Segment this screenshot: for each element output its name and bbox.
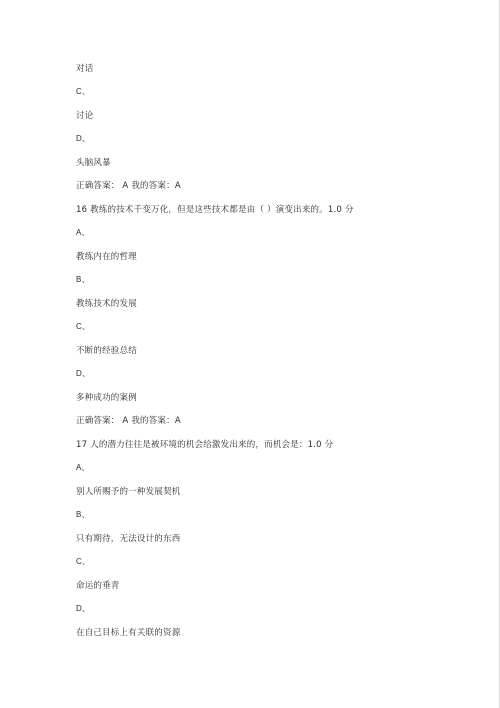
answer-line: 正确答案： A 我的答案：A bbox=[76, 181, 181, 191]
option-text: 只有期待，无法设计的东西 bbox=[76, 534, 181, 544]
answer-line: 正确答案： A 我的答案：A bbox=[76, 416, 181, 426]
option-text: 在自己目标上有关联的资源 bbox=[76, 628, 181, 638]
option-text: 多种成功的案例 bbox=[76, 393, 137, 403]
option-text: 对话 bbox=[76, 64, 94, 74]
option-letter: C、 bbox=[76, 322, 91, 331]
option-letter: B、 bbox=[76, 275, 90, 284]
question-text: 17 人的潜力往往是被环境的机会给激发出来的，而机会是：1.0 分 bbox=[76, 440, 334, 450]
option-letter: C、 bbox=[76, 87, 91, 96]
option-letter: C、 bbox=[76, 557, 91, 566]
option-text: 教练技术的发展 bbox=[76, 299, 137, 309]
option-text: 教练内在的哲理 bbox=[76, 252, 137, 262]
option-letter: B、 bbox=[76, 510, 90, 519]
option-text: 头脑风暴 bbox=[76, 158, 111, 168]
option-letter: D、 bbox=[76, 604, 91, 613]
option-letter: D、 bbox=[76, 134, 91, 143]
question-text: 16 教练的技术千变万化，但是这些技术都是由（ ）演变出来的。1.0 分 bbox=[76, 205, 354, 215]
option-text: 不断的经验总结 bbox=[76, 346, 137, 356]
option-text: 讨论 bbox=[76, 111, 94, 121]
option-text: 命运的垂青 bbox=[76, 581, 120, 591]
option-letter: A、 bbox=[76, 463, 90, 472]
option-letter: D、 bbox=[76, 369, 91, 378]
option-text: 别人所赐予的一种发展契机 bbox=[76, 487, 181, 497]
option-letter: A、 bbox=[76, 228, 90, 237]
